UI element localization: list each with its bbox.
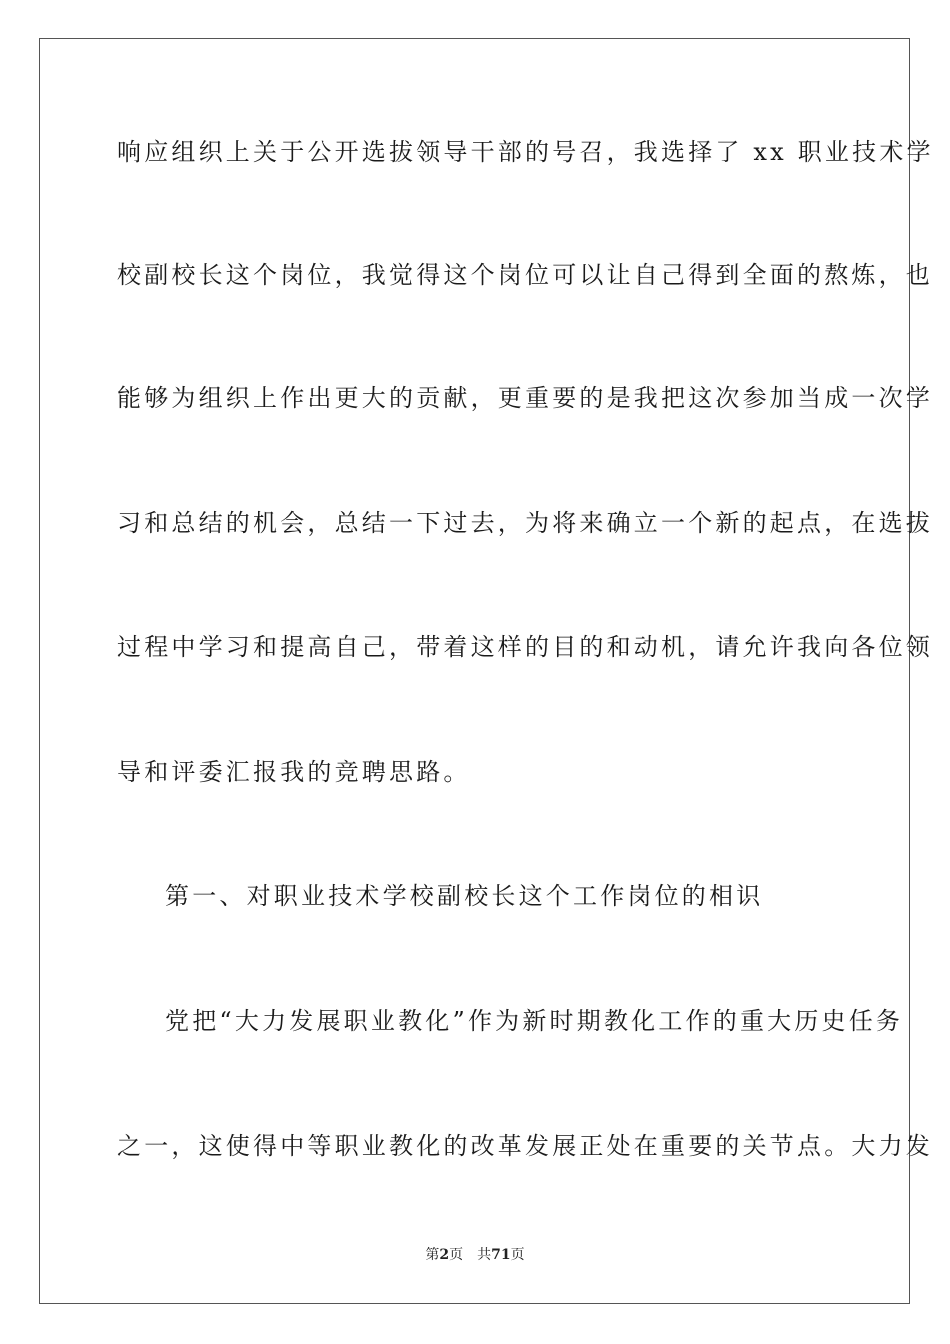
footer-total-suffix: 页 <box>510 1247 525 1263</box>
body-text-line-4: 习和总结的机会，总结一下过去，为将来确立一个新的起点，在选拔 <box>117 509 933 537</box>
footer-total-pages: 71 <box>491 1247 511 1263</box>
footer-page-suffix: 页 <box>449 1247 464 1263</box>
body-text-line-2: 校副校长这个岗位，我觉得这个岗位可以让自己得到全面的熬炼，也 <box>117 261 933 289</box>
body-text-line-7: 党把“大力发展职业教化”作为新时期教化工作的重大历史任务 <box>165 1007 904 1035</box>
page-footer <box>0 1246 950 1264</box>
footer-page-prefix: 第 <box>425 1247 440 1263</box>
body-text-line-1: 响应组织上关于公开选拔领导干部的号召，我选择了 xx 职业技术学 <box>117 138 934 166</box>
body-text-line-5: 过程中学习和提高自己，带着这样的目的和动机，请允许我向各位领 <box>117 633 933 661</box>
body-text-line-8: 之一，这使得中等职业教化的改革发展正处在重要的关节点。大力发 <box>117 1132 933 1160</box>
page-border <box>39 38 934 1304</box>
footer-total-prefix: 共 <box>477 1247 492 1263</box>
body-text-line-3: 能够为组织上作出更大的贡献，更重要的是我把这次参加当成一次学 <box>117 384 933 412</box>
section-heading: 第一、对职业技术学校副校长这个工作岗位的相识 <box>165 882 764 910</box>
footer-page-number: 2 <box>439 1247 450 1263</box>
body-text-line-6: 导和评委汇报我的竞聘思路。 <box>117 758 471 786</box>
